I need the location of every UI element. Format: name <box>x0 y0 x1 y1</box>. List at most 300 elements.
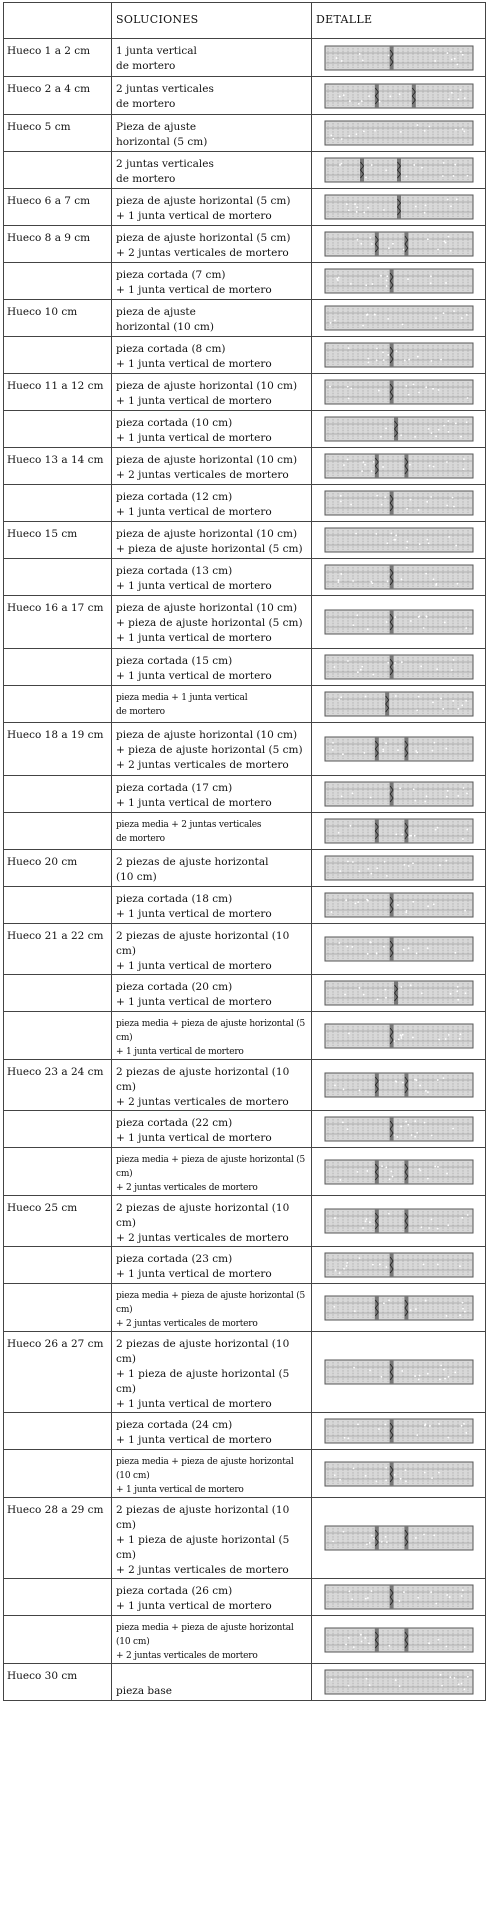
aggregate-dot <box>461 317 463 319</box>
table-row <box>4 559 486 596</box>
aggregate-dot <box>435 317 437 319</box>
aggregate-dot <box>343 464 345 466</box>
solution-cell: pieza cortada (15 cm) + 1 junta vertical de mortero <box>112 649 312 686</box>
aggregate-dot <box>438 1423 440 1425</box>
aggregate-dot <box>412 788 414 790</box>
detail-cell <box>312 448 486 485</box>
aggregate-dot <box>463 1310 465 1312</box>
table-row <box>4 1060 486 1111</box>
aggregate-dot <box>466 793 468 795</box>
gap-size-cell: Hueco 23 a 24 cm <box>4 1060 112 1111</box>
aggregate-dot <box>414 800 416 802</box>
aggregate-dot <box>364 696 366 698</box>
aggregate-dot <box>463 1688 465 1690</box>
aggregate-dot <box>336 279 338 281</box>
aggregate-dot <box>449 1676 451 1678</box>
aggregate-dot <box>349 283 351 285</box>
aggregate-dot <box>355 211 357 213</box>
gap-size-cell <box>4 649 112 686</box>
aggregate-dot <box>373 313 375 315</box>
aggregate-dot <box>412 901 414 903</box>
aggregate-dot <box>461 1301 463 1303</box>
aggregate-dot <box>465 1432 467 1434</box>
aggregate-dot <box>330 1679 332 1681</box>
aggregate-dot <box>407 865 409 867</box>
detail-cell <box>312 1498 486 1579</box>
aggregate-dot <box>461 1217 463 1219</box>
wall-detail-drawing <box>324 378 474 406</box>
aggregate-dot <box>453 1677 455 1679</box>
aggregate-dot <box>360 100 362 102</box>
table-header-row <box>4 3 486 39</box>
aggregate-dot <box>462 838 464 840</box>
aggregate-dot <box>407 1124 409 1126</box>
aggregate-dot <box>421 167 423 169</box>
gap-size-cell <box>4 411 112 448</box>
aggregate-dot <box>337 277 339 279</box>
wall-body <box>325 343 473 367</box>
aggregate-dot <box>339 164 341 166</box>
aggregate-dot <box>466 175 468 177</box>
aggregate-dot <box>395 535 397 537</box>
aggregate-dot <box>352 624 354 626</box>
aggregate-dot <box>420 992 422 994</box>
aggregate-dot <box>434 60 436 62</box>
aggregate-dot <box>366 953 368 955</box>
aggregate-dot <box>367 361 369 363</box>
wall-detail-drawing <box>324 156 474 184</box>
aggregate-dot <box>375 1480 377 1482</box>
aggregate-dot <box>454 422 456 424</box>
wall-detail-drawing <box>324 452 474 480</box>
solution-cell: 2 piezas de ajuste horizontal (10 cm) + 2 juntas verticales de mortero <box>112 1196 312 1247</box>
solution-cell: pieza media + 1 junta vertical de mortero <box>112 686 312 723</box>
detail-cell <box>312 1012 486 1060</box>
aggregate-dot <box>465 421 467 423</box>
aggregate-dot <box>346 1128 348 1130</box>
aggregate-dot <box>450 669 452 671</box>
solution-cell: pieza de ajuste horizontal (10 cm) + pieza de ajuste horizontal (5 cm) + 2 juntas verticales de mortero <box>112 723 312 776</box>
aggregate-dot <box>466 829 468 831</box>
aggregate-dot <box>352 1467 354 1469</box>
aggregate-dot <box>414 1375 416 1377</box>
aggregate-dot <box>366 899 368 901</box>
aggregate-dot <box>455 129 457 131</box>
aggregate-dot <box>454 952 456 954</box>
aggregate-dot <box>403 359 405 361</box>
gap-size-cell: Hueco 5 cm <box>4 115 112 152</box>
aggregate-dot <box>346 1262 348 1264</box>
detail-cell <box>312 649 486 686</box>
aggregate-dot <box>347 209 349 211</box>
aggregate-dot <box>427 428 429 430</box>
aggregate-dot <box>354 203 356 205</box>
aggregate-dot <box>408 464 410 466</box>
detail-cell <box>312 1196 486 1247</box>
aggregate-dot <box>401 1082 403 1084</box>
solution-cell: pieza de ajuste horizontal (10 cm) + 2 juntas verticales de mortero <box>112 448 312 485</box>
aggregate-dot <box>416 356 418 358</box>
aggregate-dot <box>432 903 434 905</box>
aggregate-dot <box>427 542 429 544</box>
aggregate-dot <box>372 674 374 676</box>
solution-cell: pieza de ajuste horizontal (10 cm) + pieza de ajuste horizontal (5 cm) + 1 junta vertical de mortero <box>112 596 312 649</box>
aggregate-dot <box>435 435 437 437</box>
aggregate-dot <box>422 1263 424 1265</box>
aggregate-dot <box>462 458 464 460</box>
wall-body <box>325 491 473 515</box>
aggregate-dot <box>436 1228 438 1230</box>
gap-size-cell <box>4 887 112 924</box>
aggregate-dot <box>447 431 449 433</box>
wall-body <box>325 893 473 917</box>
aggregate-dot <box>432 702 434 704</box>
aggregate-dot <box>400 1037 402 1039</box>
aggregate-dot <box>332 742 334 744</box>
aggregate-dot <box>410 1134 412 1136</box>
solution-cell: pieza de ajuste horizontal (5 cm) + 1 junta vertical de mortero <box>112 189 312 226</box>
wall-detail-drawing <box>324 1158 474 1186</box>
solution-cell: pieza media + pieza de ajuste horizontal (10 cm) + 1 junta vertical de mortero <box>112 1450 312 1498</box>
aggregate-dot <box>449 993 451 995</box>
wall-body <box>325 528 473 552</box>
aggregate-dot <box>358 870 360 872</box>
gap-size-cell <box>4 1450 112 1498</box>
gap-size-cell <box>4 1413 112 1450</box>
aggregate-dot <box>429 1425 431 1427</box>
wall-body <box>325 1670 473 1694</box>
gap-size-cell <box>4 1148 112 1196</box>
aggregate-dot <box>437 429 439 431</box>
detail-cell <box>312 813 486 850</box>
solution-cell: pieza cortada (10 cm) + 1 junta vertical de mortero <box>112 411 312 448</box>
table-row <box>4 1332 486 1413</box>
aggregate-dot <box>368 1684 370 1686</box>
solution-cell: 2 piezas de ajuste horizontal (10 cm) + 1 pieza de ajuste horizontal (5 cm) + 2 juntas verticales de mortero <box>112 1498 312 1579</box>
aggregate-dot <box>463 97 465 99</box>
aggregate-dot <box>429 282 431 284</box>
aggregate-dot <box>347 1636 349 1638</box>
aggregate-dot <box>371 582 373 584</box>
aggregate-dot <box>342 753 344 755</box>
table-row <box>4 39 486 77</box>
aggregate-dot <box>414 1136 416 1138</box>
aggregate-dot <box>399 131 401 133</box>
aggregate-dot <box>461 53 463 55</box>
aggregate-dot <box>426 501 428 503</box>
solution-cell: pieza cortada (13 cm) + 1 junta vertical de mortero <box>112 559 312 596</box>
aggregate-dot <box>394 695 396 697</box>
aggregate-dot <box>361 470 363 472</box>
aggregate-dot <box>351 792 353 794</box>
table-row <box>4 189 486 226</box>
aggregate-dot <box>459 1265 461 1267</box>
aggregate-dot <box>388 1644 390 1646</box>
aggregate-dot <box>446 461 448 463</box>
detail-cell <box>312 1111 486 1148</box>
aggregate-dot <box>463 1423 465 1425</box>
aggregate-dot <box>387 247 389 249</box>
detail-cell <box>312 374 486 411</box>
aggregate-dot <box>428 465 430 467</box>
aggregate-dot <box>345 1643 347 1645</box>
aggregate-dot <box>427 1091 429 1093</box>
detail-cell <box>312 115 486 152</box>
aggregate-dot <box>364 464 366 466</box>
solution-cell: pieza cortada (18 cm) + 1 junta vertical de mortero <box>112 887 312 924</box>
wall-detail-drawing <box>324 854 474 882</box>
aggregate-dot <box>369 237 371 239</box>
aggregate-dot <box>367 868 369 870</box>
aggregate-dot <box>360 1633 362 1635</box>
aggregate-dot <box>452 1128 454 1130</box>
gap-size-cell: Hueco 20 cm <box>4 850 112 887</box>
aggregate-dot <box>464 910 466 912</box>
aggregate-dot <box>442 162 444 164</box>
detail-cell <box>312 1247 486 1284</box>
wall-detail-drawing <box>324 891 474 919</box>
solution-cell: pieza media + pieza de ajuste horizontal (10 cm) + 2 juntas verticales de mortero <box>112 1616 312 1664</box>
gap-size-cell <box>4 263 112 300</box>
wall-detail-drawing <box>324 230 474 258</box>
aggregate-dot <box>398 1600 400 1602</box>
aggregate-dot <box>353 1367 355 1369</box>
detail-cell <box>312 723 486 776</box>
wall-body <box>325 1585 473 1609</box>
aggregate-dot <box>335 57 337 59</box>
wall-body <box>325 46 473 70</box>
gap-size-cell <box>4 686 112 723</box>
solution-cell: pieza cortada (26 cm) + 1 junta vertical de mortero <box>112 1579 312 1616</box>
aggregate-dot <box>414 206 416 208</box>
aggregate-dot <box>400 578 402 580</box>
aggregate-dot <box>356 614 358 616</box>
detail-cell <box>312 975 486 1012</box>
table-row <box>4 1498 486 1579</box>
aggregate-dot <box>348 1590 350 1592</box>
aggregate-dot <box>450 58 452 60</box>
aggregate-dot <box>409 499 411 501</box>
table-row <box>4 813 486 850</box>
aggregate-dot <box>426 539 428 541</box>
aggregate-dot <box>333 666 335 668</box>
gap-size-cell <box>4 776 112 813</box>
aggregate-dot <box>346 946 348 948</box>
aggregate-dot <box>334 319 336 321</box>
wall-detail-drawing <box>324 489 474 517</box>
aggregate-dot <box>338 1272 340 1274</box>
gap-size-cell: Hueco 15 cm <box>4 522 112 559</box>
aggregate-dot <box>397 904 399 906</box>
aggregate-dot <box>460 51 462 53</box>
aggregate-dot <box>383 861 385 863</box>
aggregate-dot <box>357 901 359 903</box>
aggregate-dot <box>452 175 454 177</box>
aggregate-dot <box>352 580 354 582</box>
aggregate-dot <box>415 1308 417 1310</box>
gap-size-cell <box>4 1616 112 1664</box>
table-row <box>4 1413 486 1450</box>
aggregate-dot <box>375 533 377 535</box>
detail-cell <box>312 924 486 975</box>
wall-detail-drawing <box>324 1524 474 1552</box>
aggregate-dot <box>361 59 363 61</box>
aggregate-dot <box>455 198 457 200</box>
aggregate-dot <box>445 860 447 862</box>
wall-body <box>325 565 473 589</box>
aggregate-dot <box>425 795 427 797</box>
gap-size-cell: Hueco 11 a 12 cm <box>4 374 112 411</box>
aggregate-dot <box>387 354 389 356</box>
table-row <box>4 776 486 813</box>
solution-cell: pieza cortada (20 cm) + 1 junta vertical de mortero <box>112 975 312 1012</box>
aggregate-dot <box>332 1541 334 1543</box>
aggregate-dot <box>425 573 427 575</box>
aggregate-dot <box>348 100 350 102</box>
aggregate-dot <box>401 1033 403 1035</box>
gap-size-cell <box>4 485 112 522</box>
aggregate-dot <box>418 1375 420 1377</box>
aggregate-dot <box>331 749 333 751</box>
aggregate-dot <box>440 359 442 361</box>
aggregate-dot <box>414 1120 416 1122</box>
aggregate-dot <box>347 1437 349 1439</box>
aggregate-dot <box>407 394 409 396</box>
solution-cell: pieza de ajuste horizontal (5 cm) + 2 juntas verticales de mortero <box>112 226 312 263</box>
aggregate-dot <box>443 622 445 624</box>
aggregate-dot <box>439 864 441 866</box>
aggregate-dot <box>462 468 464 470</box>
detail-cell <box>312 1332 486 1413</box>
aggregate-dot <box>405 547 407 549</box>
wall-body <box>325 269 473 293</box>
table-row <box>4 448 486 485</box>
aggregate-dot <box>378 1428 380 1430</box>
aggregate-dot <box>466 1214 468 1216</box>
aggregate-dot <box>425 386 427 388</box>
wall-body <box>325 454 473 478</box>
aggregate-dot <box>344 994 346 996</box>
aggregate-dot <box>457 795 459 797</box>
aggregate-dot <box>375 953 377 955</box>
aggregate-dot <box>445 1314 447 1316</box>
aggregate-dot <box>378 100 380 102</box>
aggregate-dot <box>385 1166 387 1168</box>
aggregate-dot <box>337 581 339 583</box>
table-row <box>4 1247 486 1284</box>
aggregate-dot <box>358 1257 360 1259</box>
aggregate-dot <box>366 1170 368 1172</box>
aggregate-dot <box>436 827 438 829</box>
aggregate-dot <box>460 1595 462 1597</box>
table-row <box>4 522 486 559</box>
table-row <box>4 263 486 300</box>
solution-cell: 2 piezas de ajuste horizontal (10 cm) + 1 junta vertical de mortero <box>112 924 312 975</box>
aggregate-dot <box>353 1310 355 1312</box>
aggregate-dot <box>377 390 379 392</box>
aggregate-dot <box>376 867 378 869</box>
aggregate-dot <box>356 206 358 208</box>
aggregate-dot <box>388 1178 390 1180</box>
aggregate-dot <box>426 1177 428 1179</box>
wall-body <box>325 782 473 806</box>
aggregate-dot <box>437 1165 439 1167</box>
aggregate-dot <box>333 1474 335 1476</box>
aggregate-dot <box>447 1437 449 1439</box>
aggregate-dot <box>405 175 407 177</box>
aggregate-dot <box>371 1264 373 1266</box>
aggregate-dot <box>442 1077 444 1079</box>
aggregate-dot <box>431 1477 433 1479</box>
gap-size-cell: Hueco 6 a 7 cm <box>4 189 112 226</box>
detail-cell <box>312 77 486 115</box>
wall-body <box>325 84 473 108</box>
aggregate-dot <box>343 1437 345 1439</box>
aggregate-dot <box>453 57 455 59</box>
solution-cell: Pieza de ajuste horizontal (5 cm) <box>112 115 312 152</box>
detail-cell <box>312 485 486 522</box>
aggregate-dot <box>329 322 331 324</box>
aggregate-dot <box>337 832 339 834</box>
aggregate-dot <box>368 1542 370 1544</box>
aggregate-dot <box>387 1213 389 1215</box>
gap-size-cell <box>4 1579 112 1616</box>
aggregate-dot <box>340 138 342 140</box>
wall-detail-drawing <box>324 1626 474 1654</box>
aggregate-dot <box>452 659 454 661</box>
aggregate-dot <box>400 1125 402 1127</box>
wall-detail-drawing <box>324 267 474 295</box>
aggregate-dot <box>417 696 419 698</box>
detail-cell <box>312 686 486 723</box>
wall-detail-drawing <box>324 304 474 332</box>
aggregate-dot <box>414 436 416 438</box>
aggregate-dot <box>380 275 382 277</box>
aggregate-dot <box>434 1165 436 1167</box>
gap-size-cell: Hueco 16 a 17 cm <box>4 596 112 649</box>
wall-detail-drawing <box>324 44 474 72</box>
aggregate-dot <box>430 1134 432 1136</box>
aggregate-dot <box>446 1172 448 1174</box>
detail-cell <box>312 337 486 374</box>
aggregate-dot <box>417 1597 419 1599</box>
wall-body <box>325 1526 473 1550</box>
solution-cell: pieza de ajuste horizontal (10 cm) + pieza de ajuste horizontal (5 cm) <box>112 522 312 559</box>
table-row <box>4 337 486 374</box>
solution-cell: pieza cortada (8 cm) + 1 junta vertical de mortero <box>112 337 312 374</box>
aggregate-dot <box>425 615 427 617</box>
table-row <box>4 374 486 411</box>
wall-detail-drawing <box>324 119 474 147</box>
aggregate-dot <box>340 573 342 575</box>
aggregate-dot <box>426 1373 428 1375</box>
table-row <box>4 485 486 522</box>
wall-body <box>325 1209 473 1233</box>
aggregate-dot <box>447 1376 449 1378</box>
gap-size-cell <box>4 559 112 596</box>
aggregate-dot <box>398 1685 400 1687</box>
aggregate-dot <box>462 787 464 789</box>
aggregate-dot <box>342 1088 344 1090</box>
aggregate-dot <box>446 52 448 54</box>
aggregate-dot <box>463 1646 465 1648</box>
aggregate-dot <box>439 1674 441 1676</box>
aggregate-dot <box>448 1596 450 1598</box>
aggregate-dot <box>466 397 468 399</box>
aggregate-dot <box>404 1469 406 1471</box>
header-solutions: SOLUCIONES <box>112 3 312 39</box>
aggregate-dot <box>416 124 418 126</box>
